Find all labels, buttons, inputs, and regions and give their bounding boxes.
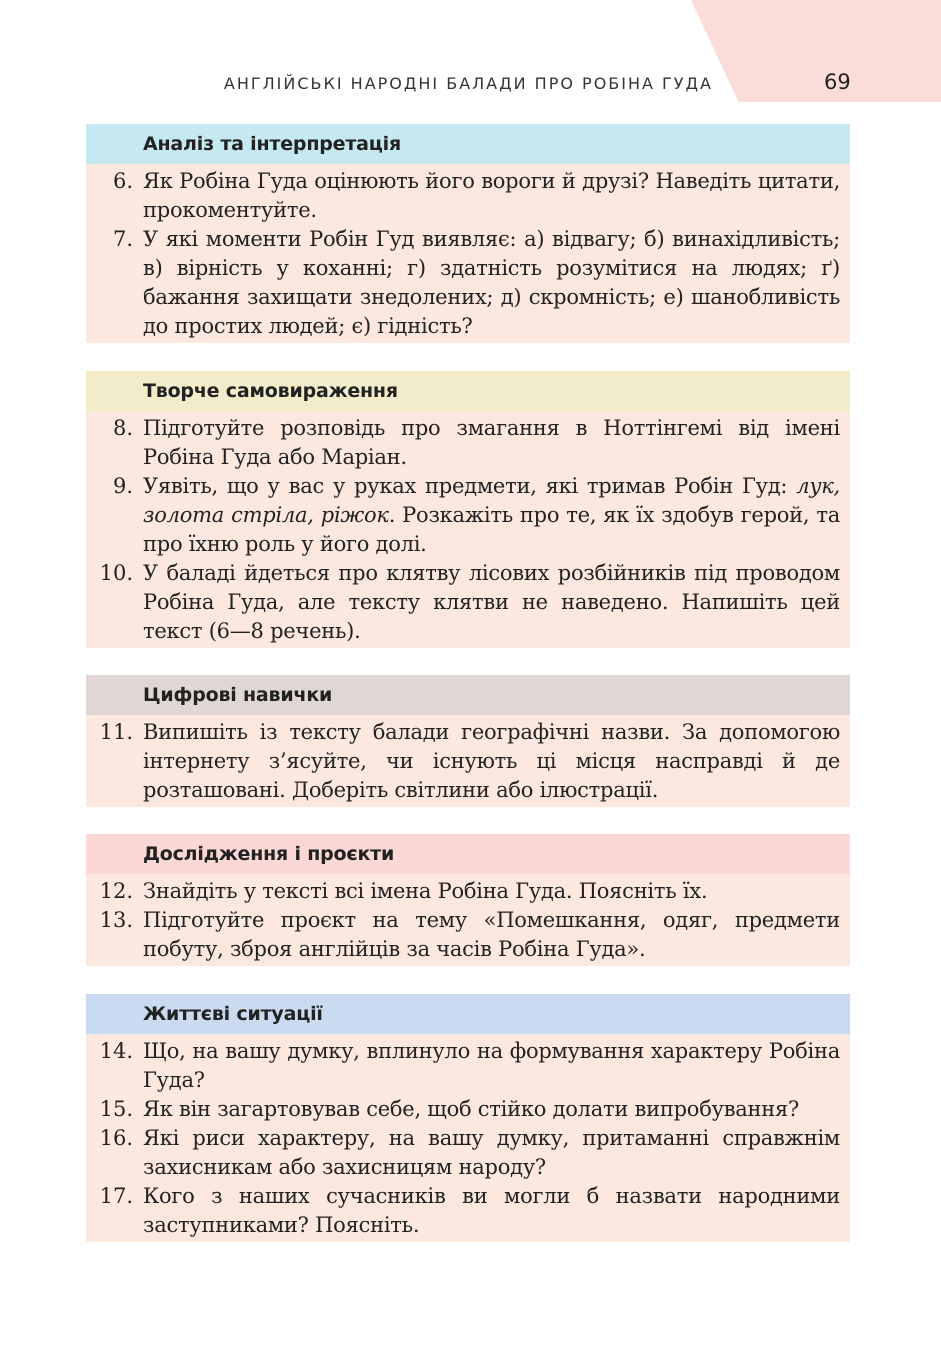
question-text: Які риси характеру, на вашу думку, притаманні справжнім захисникам або захисницям народу? [143,1126,840,1179]
question-number: 10. [99,561,133,585]
question-text-part: . Розкажіть про те, як їх здобув герой, та про їхню роль у його долі. [143,503,840,556]
section-life [86,994,850,1242]
question-item [86,1095,850,1124]
question-number: 14. [99,1039,133,1063]
question-item [86,167,850,225]
question-text: Випишіть із тексту балади географічні назви. За допомогою інтернету з’ясуйте, чи існують ці місця насправді й де розташовані. Доберіть світлини або ілюстрації. [143,720,840,802]
section-title: Аналіз та інтерпретація [86,124,850,164]
question-number: 11. [99,720,133,744]
question-item [86,1124,850,1182]
question-item [86,718,850,805]
corner-decoration [691,0,941,102]
question-text: Кого з наших сучасників ви могли б назвати народними заступниками? Поясніть. [143,1184,840,1237]
question-text-emphasis: лук, золота стріла, ріжок [143,474,840,527]
question-number: 13. [99,908,133,932]
question-number: 6. [112,169,133,193]
question-text: Знайдіть у тексті всі імена Робіна Гуда. Поясніть їх. [143,879,708,903]
question-text: Як Робіна Гуда оцінюють його вороги й друзі? Наведіть цитати, прокоментуйте. [143,169,840,222]
question-text: Що, на вашу думку, вплинуло на формування характеру Робіна Гуда? [143,1039,840,1092]
question-item [86,1037,850,1095]
question-text: Як він загартовував себе, щоб стійко долати випробування? [143,1097,800,1121]
question-item [86,414,850,472]
question-number: 8. [112,416,133,440]
running-title: АНГЛІЙСЬКІ НАРОДНІ БАЛАДИ ПРО РОБІНА ГУДА [223,74,713,93]
question-number: 12. [99,879,133,903]
question-text: У які моменти Робін Гуд виявляє: а) відвагу; б) винахідливість; в) вірність у коханні; г) здатність розумітися на людях; ґ) бажання захищати знедолених; д) скромність; е) шанобливість до простих людей; є) гідність? [143,227,840,338]
question-item [86,472,850,559]
question-item [86,877,850,906]
question-text: Підготуйте проєкт на тему «Помешкання, одяг, предмети побуту, зброя англійців за часів Робіна Гуда». [143,908,840,961]
section-creative [86,371,850,648]
question-text: Підготуйте розповідь про змагання в Ноттінгемі від імені Робіна Гуда або Маріан. [143,416,840,469]
question-item [86,906,850,964]
question-text: У баладі йдеться про клятву лісових розбійників під проводом Робіна Гуда, але тексту клятви не наведено. Напишіть цей текст (6—8 речень). [143,561,840,643]
question-item [86,559,850,646]
section-research [86,834,850,966]
question-item [86,225,850,341]
section-title: Дослідження і проєкти [86,834,850,874]
question-text-part: Уявіть, що у вас у руках предмети, які тримав Робін Гуд: [143,474,797,498]
question-number: 17. [99,1184,133,1208]
question-number: 16. [99,1126,133,1150]
question-item [86,1182,850,1240]
section-title: Творче самовираження [86,371,850,411]
question-number: 7. [112,227,133,251]
question-number: 15. [99,1097,133,1121]
section-title: Життєві ситуації [86,994,850,1034]
question-number: 9. [112,474,133,498]
page-number: 69 [824,70,851,94]
section-digital [86,675,850,807]
question-text [143,472,840,559]
section-analysis [86,124,850,343]
section-title: Цифрові навички [86,675,850,715]
